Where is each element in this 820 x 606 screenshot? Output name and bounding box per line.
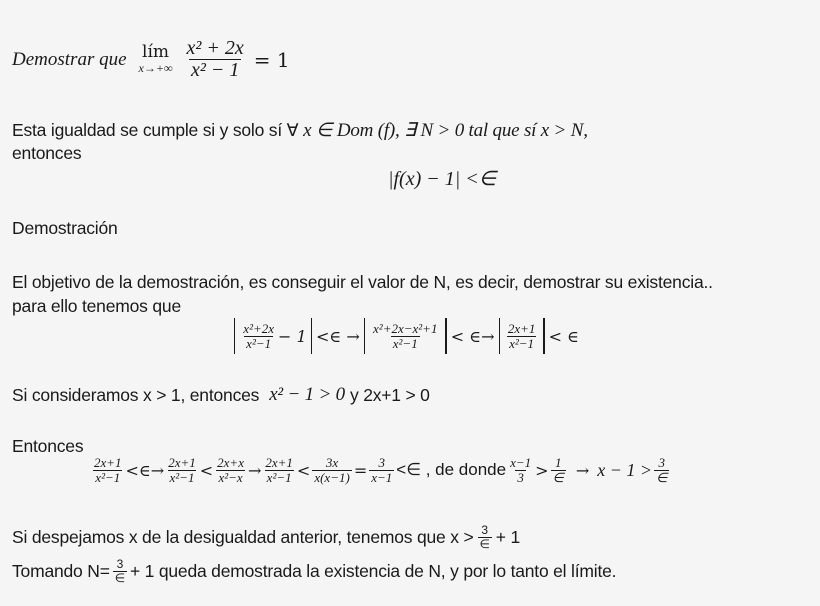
numerator: 2x+x	[217, 455, 244, 470]
epsilon-condition: |f(x) − 1| <∈	[388, 168, 497, 190]
denominator: x²−1	[169, 469, 195, 485]
relation: <∈→	[125, 460, 165, 480]
relation: >	[535, 460, 549, 480]
fraction	[312, 456, 351, 484]
denominator: 3	[517, 469, 524, 485]
denominator: x² − 1	[190, 59, 240, 81]
objective-line-2: para ello tenemos que	[12, 296, 181, 316]
condition-text: Esta igualdad se cumple si y solo sí ∀	[12, 120, 299, 140]
numerator: 3	[658, 455, 665, 470]
relation: →	[247, 460, 262, 480]
lim-word: lím	[142, 41, 170, 62]
equation-chain-1	[230, 318, 579, 354]
denominator: ∈	[479, 536, 490, 551]
denominator: x²−1	[509, 335, 535, 351]
fraction	[92, 456, 124, 484]
relation: →	[575, 460, 590, 480]
condition-line-1	[12, 119, 588, 142]
section-heading: Demostración	[12, 218, 118, 238]
numerator: 3	[116, 557, 124, 571]
solve-line	[12, 524, 520, 550]
limit-operator	[139, 43, 173, 77]
relation: <∈ →	[315, 326, 360, 346]
conclusion-line	[12, 558, 616, 584]
limit-result: = 1	[253, 47, 290, 72]
fraction	[369, 456, 394, 484]
fraction	[241, 322, 276, 350]
entonces-label: Entonces	[12, 436, 84, 456]
consider-text: Si consideramos x > 1, entonces	[12, 384, 260, 405]
minus-one: − 1	[278, 326, 307, 346]
conclusion-tail: + 1 queda demostrada la existencia de N, y por lo tanto el límite.	[129, 560, 617, 581]
denominator: x²−1	[95, 469, 121, 485]
numerator: x²+2x	[243, 320, 275, 336]
conclusion-prefix: Tomando N=	[12, 560, 110, 581]
denominator: x−1	[371, 469, 393, 485]
consider-text-2: y 2x+1 > 0	[349, 384, 430, 405]
relation: <	[296, 460, 311, 480]
relation: <	[199, 460, 214, 480]
numerator: 3x	[325, 455, 339, 470]
solve-tail: + 1	[495, 526, 520, 547]
relation: < ∈→	[450, 326, 495, 346]
limit-fraction	[185, 38, 246, 81]
relation: =	[353, 460, 368, 480]
abs-bar	[234, 318, 235, 354]
abs-bar	[364, 318, 365, 354]
numerator: 3	[481, 523, 488, 537]
objective-line-1: El objetivo de la demostración, es conseguir el valor de N, es decir, demostrar su existencia..	[12, 272, 713, 292]
relation-text: <∈ , de donde	[396, 460, 507, 480]
statement-prefix: Demostrar que	[12, 48, 127, 70]
lim-subscript: x→+∞	[138, 61, 173, 76]
numerator: 2x+1	[168, 455, 196, 470]
limit-statement	[12, 38, 290, 81]
denominator: x²−x	[218, 469, 243, 485]
consider-line	[12, 384, 430, 406]
abs-bar	[543, 318, 544, 354]
denominator: ∈	[114, 570, 125, 585]
fraction	[654, 456, 669, 484]
abs-bar	[499, 318, 500, 354]
fraction	[551, 456, 566, 484]
abs-bar	[311, 318, 312, 354]
numerator: 2x+1	[507, 320, 536, 336]
numerator: x²+2x−x²+1	[373, 320, 438, 336]
numerator: x² + 2x	[186, 37, 244, 59]
numerator: 2x+1	[265, 455, 293, 470]
denominator: ∈	[552, 469, 564, 485]
fraction	[508, 456, 533, 484]
relation: < ∈	[548, 326, 579, 346]
fraction	[113, 558, 127, 584]
condition-math: x ∈ Dom (f), ∃ N > 0 tal que sí x > N,	[303, 120, 588, 141]
denominator: x²−1	[246, 335, 272, 351]
fraction	[506, 322, 538, 350]
condition-line-2: entonces	[12, 143, 82, 163]
equation-chain-2	[90, 456, 671, 484]
numerator: x−1	[510, 455, 532, 470]
fraction	[263, 456, 295, 484]
tail-expr: x − 1 >	[597, 459, 653, 480]
denominator: x(x−1)	[314, 469, 350, 485]
denominator: ∈	[656, 469, 668, 485]
fraction	[166, 456, 198, 484]
consider-math: x² − 1 > 0	[269, 384, 345, 405]
fraction	[371, 322, 439, 350]
denominator: x²−1	[392, 335, 418, 351]
numerator: 1	[554, 455, 562, 470]
numerator: 2x+1	[94, 455, 122, 470]
fraction	[215, 456, 246, 484]
solve-text: Si despejamos x de la desigualdad anterior, tenemos que x >	[12, 526, 474, 547]
denominator: x²−1	[266, 469, 292, 485]
fraction	[478, 524, 492, 550]
abs-bar	[445, 318, 446, 354]
numerator: 3	[378, 455, 385, 470]
